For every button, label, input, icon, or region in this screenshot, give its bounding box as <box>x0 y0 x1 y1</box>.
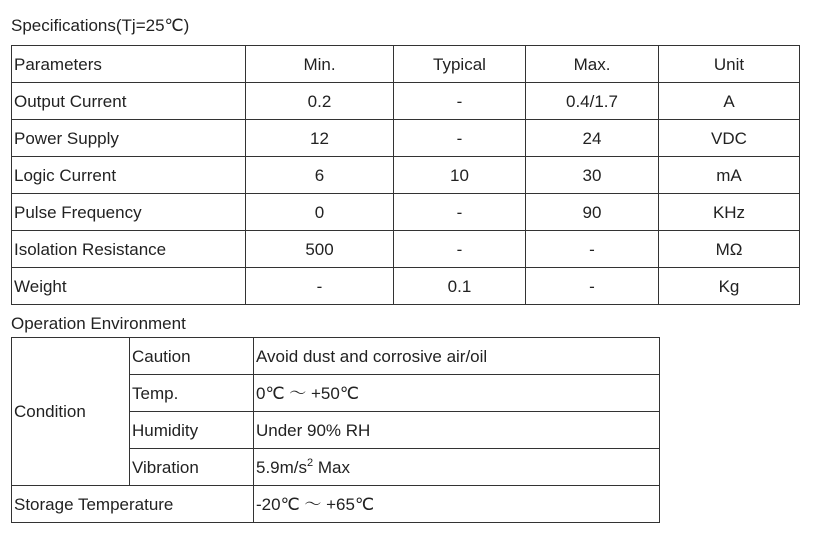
parameter-cell: Output Current <box>12 83 246 120</box>
header-min: Min. <box>246 46 394 83</box>
table-header-row <box>12 46 800 83</box>
unit-cell: MΩ <box>659 231 800 268</box>
vibration-label: Vibration <box>130 449 254 486</box>
max-cell: 0.4/1.7 <box>526 83 659 120</box>
condition-label: Condition <box>12 338 130 486</box>
typical-cell: - <box>394 194 526 231</box>
table-row <box>12 231 800 268</box>
table-row <box>12 486 660 523</box>
parameter-cell: Logic Current <box>12 157 246 194</box>
typical-cell: 10 <box>394 157 526 194</box>
humidity-label: Humidity <box>130 412 254 449</box>
unit-cell: Kg <box>659 268 800 305</box>
specifications-title: Specifications(Tj=25℃) <box>11 16 190 35</box>
max-cell: 90 <box>526 194 659 231</box>
min-cell: 0.2 <box>246 83 394 120</box>
table-row <box>12 338 660 375</box>
min-cell: 500 <box>246 231 394 268</box>
min-cell: - <box>246 268 394 305</box>
parameter-cell: Power Supply <box>12 120 246 157</box>
typical-cell: - <box>394 83 526 120</box>
typical-cell: 0.1 <box>394 268 526 305</box>
vibration-value <box>254 449 660 486</box>
unit-cell: mA <box>659 157 800 194</box>
min-cell: 12 <box>246 120 394 157</box>
parameter-cell: Isolation Resistance <box>12 231 246 268</box>
typical-cell: - <box>394 231 526 268</box>
max-cell: - <box>526 268 659 305</box>
max-cell: - <box>526 231 659 268</box>
vibration-value-base: 5.9m/s <box>256 457 308 477</box>
parameter-cell: Pulse Frequency <box>12 194 246 231</box>
vibration-value-exponent: 2 <box>307 456 314 469</box>
table-row <box>12 268 800 305</box>
table-row <box>12 194 800 231</box>
table-row <box>12 157 800 194</box>
unit-cell: VDC <box>659 120 800 157</box>
min-cell: 6 <box>246 157 394 194</box>
header-unit: Unit <box>659 46 800 83</box>
operation-environment-table <box>11 337 660 523</box>
caution-value: Avoid dust and corrosive air/oil <box>254 338 660 375</box>
vibration-value-suffix: Max <box>313 457 350 477</box>
humidity-value: Under 90% RH <box>254 412 660 449</box>
min-cell: 0 <box>246 194 394 231</box>
caution-label: Caution <box>130 338 254 375</box>
header-typical: Typical <box>394 46 526 83</box>
max-cell: 30 <box>526 157 659 194</box>
header-max: Max. <box>526 46 659 83</box>
temp-label: Temp. <box>130 375 254 412</box>
temp-value: 0℃ ～ +50℃ <box>254 375 660 412</box>
typical-cell: - <box>394 120 526 157</box>
header-parameters: Parameters <box>12 46 246 83</box>
specifications-table <box>11 45 800 305</box>
unit-cell: KHz <box>659 194 800 231</box>
table-row <box>12 83 800 120</box>
table-row <box>12 120 800 157</box>
storage-temperature-label: Storage Temperature <box>12 486 254 523</box>
max-cell: 24 <box>526 120 659 157</box>
unit-cell: A <box>659 83 800 120</box>
operation-environment-title: Operation Environment <box>11 314 186 333</box>
parameter-cell: Weight <box>12 268 246 305</box>
storage-temperature-value: -20℃ ～ +65℃ <box>254 486 660 523</box>
